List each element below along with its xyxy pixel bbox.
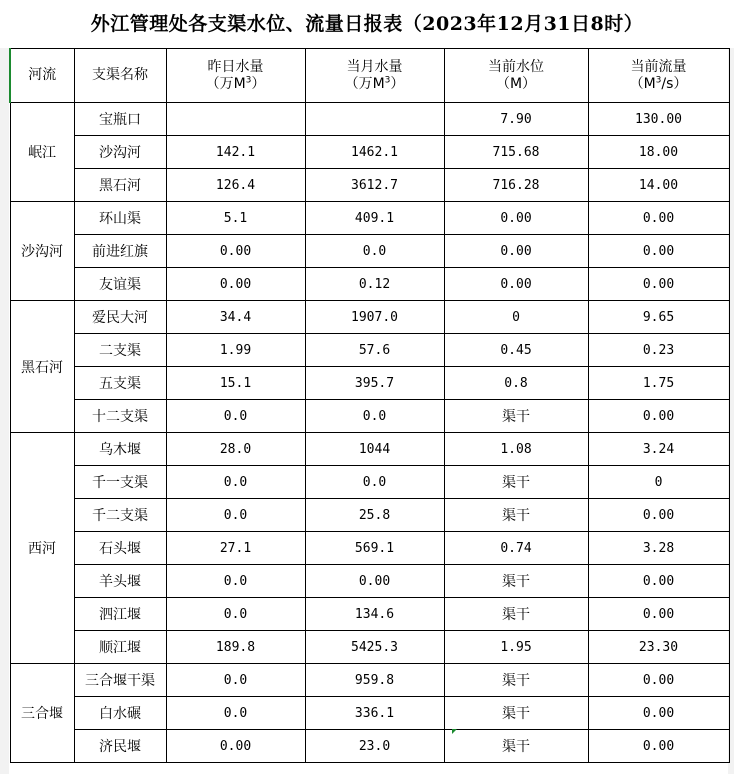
yesterday-cell[interactable]: 28.0 <box>166 433 305 466</box>
table-row <box>10 268 729 301</box>
level-cell[interactable]: 渠干 <box>444 730 588 763</box>
table-row <box>10 499 729 532</box>
report-title: 外江管理处各支渠水位、流量日报表（2023年12月31日8时） <box>90 13 644 35</box>
month-cell[interactable]: 409.1 <box>305 202 444 235</box>
month-cell[interactable]: 395.7 <box>305 367 444 400</box>
month-cell[interactable]: 134.6 <box>305 598 444 631</box>
table-row <box>10 433 729 466</box>
yesterday-cell[interactable]: 0.0 <box>166 697 305 730</box>
level-cell[interactable]: 渠干 <box>444 598 588 631</box>
flow-cell[interactable]: 0.00 <box>588 565 729 598</box>
flow-cell[interactable]: 0.00 <box>588 598 729 631</box>
river-cell[interactable]: 黑石河 <box>10 301 74 433</box>
yesterday-cell[interactable]: 0.0 <box>166 565 305 598</box>
header-level-label: 当前水位 <box>488 58 544 75</box>
yesterday-cell[interactable]: 142.1 <box>166 136 305 169</box>
table-row <box>10 103 729 136</box>
table-row <box>10 367 729 400</box>
branch-cell[interactable]: 十二支渠 <box>74 400 166 433</box>
branch-cell[interactable]: 爱民大河 <box>74 301 166 334</box>
level-cell[interactable]: 715.68 <box>444 136 588 169</box>
yesterday-cell[interactable]: 5.1 <box>166 202 305 235</box>
header-flow-label: 当前流量 <box>630 58 687 75</box>
sheet-left-gutter <box>0 48 9 774</box>
level-cell[interactable]: 0.74 <box>444 532 588 565</box>
flow-cell[interactable]: 3.24 <box>588 433 729 466</box>
month-cell[interactable]: 336.1 <box>305 697 444 730</box>
branch-cell[interactable]: 乌木堰 <box>74 433 166 466</box>
branch-cell[interactable]: 济民堰 <box>74 730 166 763</box>
yesterday-cell[interactable]: 34.4 <box>166 301 305 334</box>
header-level[interactable] <box>444 49 588 103</box>
flow-cell[interactable]: 3.28 <box>588 532 729 565</box>
table-row <box>10 136 729 169</box>
flow-cell[interactable]: 0.00 <box>588 499 729 532</box>
month-cell[interactable]: 1907.0 <box>305 301 444 334</box>
table-row <box>10 400 729 433</box>
branch-cell[interactable]: 沙沟河 <box>74 136 166 169</box>
yesterday-cell[interactable] <box>166 103 305 136</box>
header-flow-unit-tail: /s） <box>661 75 688 92</box>
river-cell[interactable]: 沙沟河 <box>10 202 74 301</box>
river-cell[interactable]: 西河 <box>10 433 74 664</box>
branch-cell[interactable]: 三合堰干渠 <box>74 664 166 697</box>
flow-cell[interactable]: 0.00 <box>588 730 729 763</box>
header-yesterday-unit: （万M <box>205 75 246 92</box>
header-river-label: 河流 <box>28 67 57 83</box>
table-row <box>10 631 729 664</box>
yesterday-cell[interactable]: 0.0 <box>166 664 305 697</box>
month-cell[interactable]: 1044 <box>305 433 444 466</box>
flow-cell[interactable]: 0.00 <box>588 268 729 301</box>
level-cell[interactable]: 渠干 <box>444 565 588 598</box>
yesterday-cell[interactable]: 1.99 <box>166 334 305 367</box>
yesterday-cell[interactable]: 0.00 <box>166 268 305 301</box>
branch-cell[interactable]: 石头堰 <box>74 532 166 565</box>
level-cell[interactable]: 0.45 <box>444 334 588 367</box>
flow-cell[interactable]: 18.00 <box>588 136 729 169</box>
yesterday-cell[interactable]: 0.0 <box>166 466 305 499</box>
month-cell[interactable]: 0.12 <box>305 268 444 301</box>
month-cell[interactable]: 0.0 <box>305 400 444 433</box>
table-row <box>10 301 729 334</box>
month-cell[interactable]: 0.0 <box>305 466 444 499</box>
yesterday-cell[interactable]: 15.1 <box>166 367 305 400</box>
table-row <box>10 598 729 631</box>
cell-comment-marker <box>452 729 457 734</box>
yesterday-cell[interactable]: 0.00 <box>166 730 305 763</box>
level-cell[interactable]: 渠干 <box>444 466 588 499</box>
table-row <box>10 202 729 235</box>
header-yesterday-close: ） <box>251 75 266 92</box>
flow-cell[interactable]: 1.75 <box>588 367 729 400</box>
level-cell[interactable]: 1.95 <box>444 631 588 664</box>
flow-cell[interactable]: 14.00 <box>588 169 729 202</box>
header-month-unit: （万M <box>344 75 385 92</box>
branch-cell[interactable]: 白水碾 <box>74 697 166 730</box>
branch-cell[interactable]: 顺江堰 <box>74 631 166 664</box>
river-cell[interactable]: 三合堰 <box>10 664 74 763</box>
flow-cell[interactable]: 23.30 <box>588 631 729 664</box>
level-cell[interactable]: 1.08 <box>444 433 588 466</box>
table-row <box>10 466 729 499</box>
yesterday-cell[interactable]: 126.4 <box>166 169 305 202</box>
flow-cell[interactable]: 0.00 <box>588 202 729 235</box>
branch-cell[interactable]: 前进红旗 <box>74 235 166 268</box>
branch-cell[interactable]: 宝瓶口 <box>74 103 166 136</box>
yesterday-cell[interactable]: 27.1 <box>166 532 305 565</box>
branch-cell[interactable]: 五支渠 <box>74 367 166 400</box>
branch-cell[interactable]: 羊头堰 <box>74 565 166 598</box>
level-cell[interactable]: 0.8 <box>444 367 588 400</box>
month-cell[interactable]: 23.0 <box>305 730 444 763</box>
table-row <box>10 730 729 763</box>
flow-cell[interactable]: 0.00 <box>588 664 729 697</box>
level-cell[interactable]: 7.90 <box>444 103 588 136</box>
month-cell[interactable]: 3612.7 <box>305 169 444 202</box>
month-cell[interactable] <box>305 103 444 136</box>
header-yesterday-label: 昨日水量 <box>207 58 264 75</box>
river-cell[interactable]: 岷江 <box>10 103 74 202</box>
daily-report-table <box>9 48 730 763</box>
header-river[interactable] <box>10 49 74 103</box>
flow-cell[interactable]: 0.00 <box>588 235 729 268</box>
header-flow[interactable] <box>588 49 729 103</box>
header-branch[interactable] <box>74 49 166 103</box>
header-yesterday[interactable] <box>166 49 305 103</box>
header-month-sup: 3 <box>384 74 391 85</box>
yesterday-cell[interactable]: 0.00 <box>166 235 305 268</box>
yesterday-cell[interactable]: 0.0 <box>166 499 305 532</box>
table-row <box>10 169 729 202</box>
month-cell[interactable]: 959.8 <box>305 664 444 697</box>
branch-cell[interactable]: 千一支渠 <box>74 466 166 499</box>
yesterday-cell[interactable]: 0.0 <box>166 400 305 433</box>
table-row <box>10 697 729 730</box>
table-row <box>10 532 729 565</box>
month-cell[interactable]: 1462.1 <box>305 136 444 169</box>
header-month[interactable] <box>305 49 444 103</box>
branch-cell[interactable]: 环山渠 <box>74 202 166 235</box>
header-month-label: 当月水量 <box>346 58 403 75</box>
yesterday-cell[interactable]: 0.0 <box>166 598 305 631</box>
header-yesterday-sup: 3 <box>245 74 252 85</box>
branch-cell[interactable]: 泗江堰 <box>74 598 166 631</box>
table-row <box>10 235 729 268</box>
header-month-close: ） <box>390 75 405 92</box>
month-cell[interactable]: 569.1 <box>305 532 444 565</box>
month-cell[interactable]: 5425.3 <box>305 631 444 664</box>
table-row <box>10 565 729 598</box>
level-cell[interactable]: 渠干 <box>444 697 588 730</box>
header-flow-sup: 3 <box>655 74 662 85</box>
header-flow-unit: （M <box>629 75 656 92</box>
header-level-unit: （M） <box>495 75 537 92</box>
header-branch-label: 支渠名称 <box>92 67 148 83</box>
header-row <box>10 49 729 103</box>
branch-cell[interactable]: 黑石河 <box>74 169 166 202</box>
flow-cell[interactable]: 130.00 <box>588 103 729 136</box>
flow-cell[interactable]: 9.65 <box>588 301 729 334</box>
table-row <box>10 334 729 367</box>
branch-cell[interactable]: 千二支渠 <box>74 499 166 532</box>
month-cell[interactable]: 25.8 <box>305 499 444 532</box>
branch-cell[interactable]: 友谊渠 <box>74 268 166 301</box>
flow-cell[interactable]: 0 <box>588 466 729 499</box>
flow-cell[interactable]: 0.00 <box>588 400 729 433</box>
level-cell[interactable]: 0.00 <box>444 235 588 268</box>
month-cell[interactable]: 0.00 <box>305 565 444 598</box>
level-cell[interactable]: 渠干 <box>444 664 588 697</box>
level-cell[interactable]: 0.00 <box>444 268 588 301</box>
month-cell[interactable]: 0.0 <box>305 235 444 268</box>
month-cell[interactable]: 57.6 <box>305 334 444 367</box>
level-cell[interactable]: 0.00 <box>444 202 588 235</box>
level-cell[interactable]: 渠干 <box>444 400 588 433</box>
branch-cell[interactable]: 二支渠 <box>74 334 166 367</box>
level-cell[interactable]: 0 <box>444 301 588 334</box>
flow-cell[interactable]: 0.23 <box>588 334 729 367</box>
flow-cell[interactable]: 0.00 <box>588 697 729 730</box>
table-body <box>10 49 729 763</box>
table-row <box>10 664 729 697</box>
level-cell[interactable]: 716.28 <box>444 169 588 202</box>
level-cell[interactable]: 渠干 <box>444 499 588 532</box>
yesterday-cell[interactable]: 189.8 <box>166 631 305 664</box>
